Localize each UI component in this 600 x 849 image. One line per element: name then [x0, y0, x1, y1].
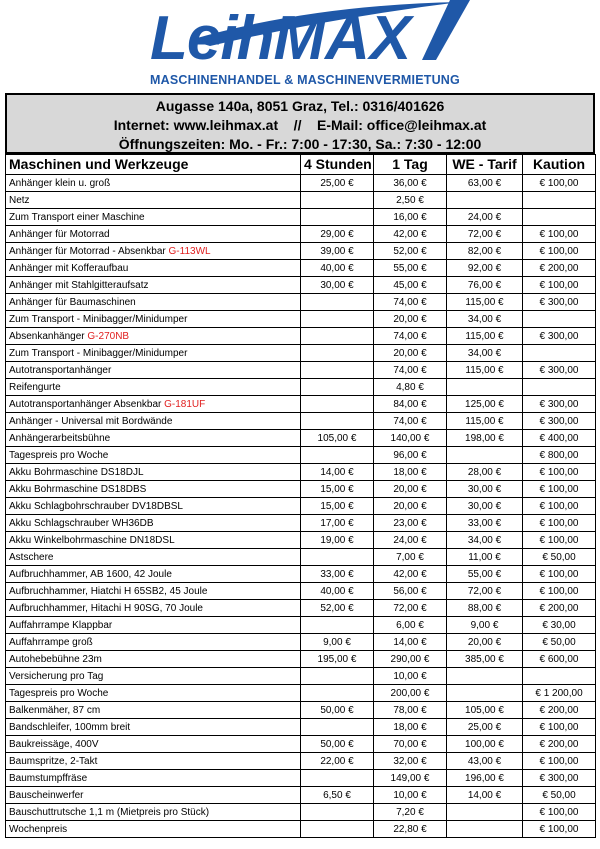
table-row — [6, 566, 596, 583]
price-1-day: 140,00 € — [374, 430, 447, 447]
table-row — [6, 226, 596, 243]
item-name — [6, 583, 301, 600]
price-4-hours — [301, 770, 374, 787]
plate-code: G-181UF — [164, 398, 206, 410]
price-4-hours — [301, 379, 374, 396]
price-weekend: 14,00 € — [447, 787, 523, 804]
table-row — [6, 379, 596, 396]
price-4-hours: 52,00 € — [301, 600, 374, 617]
item-name-text: Anhänger klein u. groß — [9, 177, 111, 189]
item-name — [6, 651, 301, 668]
deposit: € 200,00 — [523, 600, 596, 617]
price-4-hours: 50,00 € — [301, 736, 374, 753]
deposit: € 100,00 — [523, 532, 596, 549]
item-name-text: Anhänger - Universal mit Bordwände — [9, 415, 173, 427]
price-4-hours: 22,00 € — [301, 753, 374, 770]
price-table — [5, 154, 596, 838]
price-1-day: 7,20 € — [374, 804, 447, 821]
price-weekend: 43,00 € — [447, 753, 523, 770]
deposit: € 100,00 — [523, 464, 596, 481]
price-weekend: 72,00 € — [447, 226, 523, 243]
price-weekend: 20,00 € — [447, 634, 523, 651]
deposit: € 100,00 — [523, 804, 596, 821]
price-4-hours — [301, 328, 374, 345]
item-name-text: Zum Transport - Minibagger/Minidumper — [9, 313, 188, 325]
price-weekend: 28,00 € — [447, 464, 523, 481]
price-1-day: 16,00 € — [374, 209, 447, 226]
price-weekend: 30,00 € — [447, 498, 523, 515]
price-1-day: 84,00 € — [374, 396, 447, 413]
item-name — [6, 226, 301, 243]
item-name — [6, 532, 301, 549]
price-4-hours: 33,00 € — [301, 566, 374, 583]
price-4-hours — [301, 804, 374, 821]
deposit: € 800,00 — [523, 447, 596, 464]
item-name — [6, 549, 301, 566]
item-name — [6, 566, 301, 583]
table-row — [6, 294, 596, 311]
price-weekend — [447, 447, 523, 464]
price-4-hours: 29,00 € — [301, 226, 374, 243]
price-4-hours — [301, 821, 374, 838]
price-4-hours — [301, 719, 374, 736]
item-name — [6, 736, 301, 753]
price-4-hours — [301, 549, 374, 566]
item-name-text: Aufbruchhammer, Hitachi H 90SG, 70 Joule — [9, 602, 203, 614]
table-row — [6, 345, 596, 362]
deposit: € 100,00 — [523, 719, 596, 736]
table-row — [6, 821, 596, 838]
price-4-hours: 9,00 € — [301, 634, 374, 651]
item-name-text: Anhänger mit Stahlgitteraufsatz — [9, 279, 149, 291]
item-name — [6, 821, 301, 838]
deposit: € 100,00 — [523, 498, 596, 515]
item-name — [6, 600, 301, 617]
item-name — [6, 685, 301, 702]
price-1-day: 23,00 € — [374, 515, 447, 532]
price-4-hours: 15,00 € — [301, 481, 374, 498]
deposit: € 100,00 — [523, 243, 596, 260]
price-4-hours: 17,00 € — [301, 515, 374, 532]
price-1-day: 42,00 € — [374, 226, 447, 243]
plate-code: G-270NB — [87, 330, 130, 342]
table-row — [6, 600, 596, 617]
price-weekend — [447, 379, 523, 396]
item-name — [6, 770, 301, 787]
item-name — [6, 634, 301, 651]
price-1-day: 74,00 € — [374, 328, 447, 345]
price-1-day: 18,00 € — [374, 719, 447, 736]
deposit — [523, 311, 596, 328]
table-row — [6, 770, 596, 787]
deposit: € 300,00 — [523, 413, 596, 430]
price-weekend: 82,00 € — [447, 243, 523, 260]
item-name — [6, 243, 301, 260]
item-name-text: Zum Transport - Minibagger/Minidumper — [9, 347, 188, 359]
table-row — [6, 617, 596, 634]
price-4-hours: 15,00 € — [301, 498, 374, 515]
price-weekend — [447, 804, 523, 821]
item-name-text: Astschere — [9, 551, 54, 563]
table-row — [6, 685, 596, 702]
price-weekend: 63,00 € — [447, 175, 523, 192]
price-1-day: 56,00 € — [374, 583, 447, 600]
header-deposit: Kaution — [523, 155, 596, 175]
price-1-day: 149,00 € — [374, 770, 447, 787]
table-row — [6, 209, 596, 226]
deposit: € 50,00 — [523, 787, 596, 804]
header-1-day: 1 Tag — [374, 155, 447, 175]
item-name — [6, 430, 301, 447]
price-4-hours: 30,00 € — [301, 277, 374, 294]
table-row — [6, 464, 596, 481]
item-name-text: Akku Bohrmaschine DS18DBS — [9, 483, 147, 495]
table-row — [6, 311, 596, 328]
price-weekend: 34,00 € — [447, 532, 523, 549]
item-name — [6, 481, 301, 498]
price-4-hours — [301, 617, 374, 634]
item-name-text: Auffahrrampe Klappbar — [9, 619, 113, 631]
item-name-text: Zum Transport einer Maschine — [9, 211, 145, 223]
price-weekend: 115,00 € — [447, 413, 523, 430]
price-weekend: 92,00 € — [447, 260, 523, 277]
table-row — [6, 787, 596, 804]
price-4-hours — [301, 311, 374, 328]
price-4-hours — [301, 192, 374, 209]
price-1-day: 6,00 € — [374, 617, 447, 634]
price-4-hours: 105,00 € — [301, 430, 374, 447]
table-row — [6, 481, 596, 498]
table-row — [6, 634, 596, 651]
deposit: € 100,00 — [523, 753, 596, 770]
item-name-text: Aufbruchhammer, Hiatchi H 65SB2, 45 Joule — [9, 585, 208, 597]
deposit — [523, 209, 596, 226]
price-1-day: 290,00 € — [374, 651, 447, 668]
price-1-day: 20,00 € — [374, 498, 447, 515]
deposit: € 200,00 — [523, 736, 596, 753]
item-name — [6, 209, 301, 226]
price-4-hours — [301, 209, 374, 226]
deposit: € 100,00 — [523, 821, 596, 838]
price-1-day: 22,80 € — [374, 821, 447, 838]
price-4-hours — [301, 685, 374, 702]
item-name — [6, 362, 301, 379]
price-weekend: 55,00 € — [447, 566, 523, 583]
price-4-hours: 14,00 € — [301, 464, 374, 481]
price-4-hours: 39,00 € — [301, 243, 374, 260]
price-4-hours — [301, 447, 374, 464]
price-weekend — [447, 685, 523, 702]
opening-hours-line: Öffnungszeiten: Mo. - Fr.: 7:00 - 17:30, Sa.: 7:30 - 12:00 — [118, 136, 482, 152]
price-weekend: 115,00 € — [447, 294, 523, 311]
price-1-day: 10,00 € — [374, 787, 447, 804]
price-weekend: 24,00 € — [447, 209, 523, 226]
deposit: € 300,00 — [523, 362, 596, 379]
item-name-text: Akku Schlagbohrschrauber DV18DBSL — [9, 500, 183, 512]
deposit — [523, 345, 596, 362]
price-1-day: 96,00 € — [374, 447, 447, 464]
item-name — [6, 804, 301, 821]
logo-tagline: MASCHINENHANDEL & MASCHINENVERMIETUNG — [150, 73, 460, 87]
price-4-hours: 6,50 € — [301, 787, 374, 804]
table-row — [6, 243, 596, 260]
price-weekend: 196,00 € — [447, 770, 523, 787]
deposit: € 30,00 — [523, 617, 596, 634]
price-1-day: 2,50 € — [374, 192, 447, 209]
item-name-text: Bauscheinwerfer — [9, 789, 84, 801]
item-name — [6, 464, 301, 481]
price-4-hours: 195,00 € — [301, 651, 374, 668]
price-1-day: 32,00 € — [374, 753, 447, 770]
price-weekend: 125,00 € — [447, 396, 523, 413]
table-row — [6, 532, 596, 549]
price-1-day: 78,00 € — [374, 702, 447, 719]
price-weekend: 25,00 € — [447, 719, 523, 736]
item-name — [6, 175, 301, 192]
deposit: € 200,00 — [523, 260, 596, 277]
table-row — [6, 549, 596, 566]
item-name-text: Netz — [9, 194, 30, 206]
price-weekend: 9,00 € — [447, 617, 523, 634]
item-name — [6, 753, 301, 770]
deposit: € 300,00 — [523, 294, 596, 311]
price-1-day: 55,00 € — [374, 260, 447, 277]
price-4-hours — [301, 668, 374, 685]
price-weekend — [447, 192, 523, 209]
item-name-text: Auffahrrampe groß — [9, 636, 93, 648]
item-name-text: Akku Schlagschrauber WH36DB — [9, 517, 154, 529]
item-name-text: Bandschleifer, 100mm breit — [9, 721, 131, 733]
deposit: € 100,00 — [523, 175, 596, 192]
item-name-text: Anhängerarbeitsbühne — [9, 432, 111, 444]
price-4-hours — [301, 362, 374, 379]
table-row — [6, 192, 596, 209]
table-row — [6, 260, 596, 277]
item-name — [6, 192, 301, 209]
price-4-hours: 40,00 € — [301, 260, 374, 277]
price-1-day: 36,00 € — [374, 175, 447, 192]
deposit: € 1 200,00 — [523, 685, 596, 702]
item-name — [6, 787, 301, 804]
item-name — [6, 396, 301, 413]
price-1-day: 200,00 € — [374, 685, 447, 702]
item-name — [6, 413, 301, 430]
deposit: € 100,00 — [523, 566, 596, 583]
item-name-text: Anhänger für Motorrad - Absenkbar — [9, 245, 169, 257]
price-1-day: 20,00 € — [374, 345, 447, 362]
header-weekend-rate: WE - Tarif — [447, 155, 523, 175]
price-1-day: 20,00 € — [374, 311, 447, 328]
table-row — [6, 175, 596, 192]
item-name-text: Autohebebühne 23m — [9, 653, 102, 665]
logo-wordmark: LeihMAX — [150, 4, 412, 73]
table-row — [6, 719, 596, 736]
item-name — [6, 328, 301, 345]
header-4-hours: 4 Stunden — [301, 155, 374, 175]
deposit — [523, 192, 596, 209]
table-row — [6, 753, 596, 770]
price-weekend: 34,00 € — [447, 345, 523, 362]
price-weekend: 76,00 € — [447, 277, 523, 294]
price-weekend: 105,00 € — [447, 702, 523, 719]
table-row — [6, 651, 596, 668]
table-row — [6, 736, 596, 753]
company-logo — [0, 0, 600, 92]
price-1-day: 24,00 € — [374, 532, 447, 549]
deposit: € 100,00 — [523, 481, 596, 498]
deposit: € 300,00 — [523, 328, 596, 345]
price-weekend: 88,00 € — [447, 600, 523, 617]
table-row — [6, 498, 596, 515]
item-name — [6, 515, 301, 532]
item-name-text: Akku Bohrmaschine DS18DJL — [9, 466, 144, 478]
item-name-text: Anhänger mit Kofferaufbau — [9, 262, 129, 274]
deposit: € 100,00 — [523, 277, 596, 294]
price-1-day: 7,00 € — [374, 549, 447, 566]
deposit: € 100,00 — [523, 583, 596, 600]
deposit: € 50,00 — [523, 549, 596, 566]
deposit: € 200,00 — [523, 702, 596, 719]
table-row — [6, 583, 596, 600]
deposit: € 50,00 — [523, 634, 596, 651]
item-name-text: Autotransportanhänger — [9, 364, 112, 376]
header-machines: Maschinen und Werkzeuge — [6, 155, 301, 175]
item-name — [6, 311, 301, 328]
price-1-day: 74,00 € — [374, 362, 447, 379]
item-name — [6, 260, 301, 277]
table-header-row — [6, 155, 596, 175]
price-1-day: 70,00 € — [374, 736, 447, 753]
price-weekend — [447, 821, 523, 838]
item-name — [6, 345, 301, 362]
price-4-hours: 19,00 € — [301, 532, 374, 549]
price-4-hours — [301, 294, 374, 311]
price-weekend: 100,00 € — [447, 736, 523, 753]
price-weekend: 198,00 € — [447, 430, 523, 447]
price-weekend: 115,00 € — [447, 362, 523, 379]
plate-code: G-113WL — [168, 245, 211, 257]
item-name-text: Baukreissäge, 400V — [9, 738, 99, 750]
table-row — [6, 447, 596, 464]
price-1-day: 42,00 € — [374, 566, 447, 583]
price-1-day: 4,80 € — [374, 379, 447, 396]
price-weekend — [447, 668, 523, 685]
address-line: Augasse 140a, 8051 Graz, Tel.: 0316/401626 — [155, 98, 445, 114]
deposit: € 400,00 — [523, 430, 596, 447]
price-weekend: 385,00 € — [447, 651, 523, 668]
item-name-text: Anhänger für Motorrad — [9, 228, 110, 240]
table-row — [6, 277, 596, 294]
item-name — [6, 498, 301, 515]
table-row — [6, 328, 596, 345]
table-row — [6, 515, 596, 532]
price-4-hours: 50,00 € — [301, 702, 374, 719]
item-name-text: Autotransportanhänger Absenkbar — [9, 398, 165, 410]
item-name-text: Versicherung pro Tag — [9, 670, 104, 682]
table-row — [6, 430, 596, 447]
table-row — [6, 702, 596, 719]
item-name-text: Bauschuttrutsche 1,1 m (Mietpreis pro Stück) — [9, 806, 210, 818]
price-4-hours — [301, 396, 374, 413]
price-1-day: 45,00 € — [374, 277, 447, 294]
web-email-line: Internet: www.leihmax.at // E-Mail: office@leihmax.at — [113, 117, 487, 133]
table-row — [6, 804, 596, 821]
price-weekend: 30,00 € — [447, 481, 523, 498]
price-weekend: 11,00 € — [447, 549, 523, 566]
item-name-text: Akku Winkelbohrmaschine DN18DSL — [9, 534, 175, 546]
item-name-text: Tagespreis pro Woche — [9, 687, 109, 699]
deposit — [523, 668, 596, 685]
price-1-day: 20,00 € — [374, 481, 447, 498]
price-1-day: 72,00 € — [374, 600, 447, 617]
price-weekend: 34,00 € — [447, 311, 523, 328]
deposit: € 100,00 — [523, 226, 596, 243]
price-4-hours — [301, 413, 374, 430]
item-name-text: Baumstumpffräse — [9, 772, 88, 784]
price-1-day: 74,00 € — [374, 294, 447, 311]
price-4-hours — [301, 345, 374, 362]
item-name-text: Balkenmäher, 87 cm — [9, 704, 101, 716]
deposit — [523, 379, 596, 396]
item-name — [6, 719, 301, 736]
item-name — [6, 379, 301, 396]
price-1-day: 14,00 € — [374, 634, 447, 651]
item-name-text: Wochenpreis — [9, 823, 68, 835]
item-name-text: Aufbruchhammer, AB 1600, 42 Joule — [9, 568, 172, 580]
table-row — [6, 668, 596, 685]
deposit: € 100,00 — [523, 515, 596, 532]
deposit: € 300,00 — [523, 396, 596, 413]
item-name-text: Absenkanhänger — [9, 330, 88, 342]
item-name-text: Anhänger für Baumaschinen — [9, 296, 136, 308]
item-name — [6, 668, 301, 685]
price-4-hours: 25,00 € — [301, 175, 374, 192]
item-name-text: Reifengurte — [9, 381, 61, 393]
item-name-text: Tagespreis pro Woche — [9, 449, 109, 461]
price-1-day: 52,00 € — [374, 243, 447, 260]
item-name — [6, 294, 301, 311]
price-4-hours: 40,00 € — [301, 583, 374, 600]
deposit: € 600,00 — [523, 651, 596, 668]
price-weekend: 115,00 € — [447, 328, 523, 345]
price-weekend: 33,00 € — [447, 515, 523, 532]
deposit: € 300,00 — [523, 770, 596, 787]
price-1-day: 74,00 € — [374, 413, 447, 430]
price-weekend: 72,00 € — [447, 583, 523, 600]
item-name — [6, 617, 301, 634]
table-row — [6, 396, 596, 413]
price-1-day: 18,00 € — [374, 464, 447, 481]
contact-header — [5, 93, 595, 154]
item-name — [6, 702, 301, 719]
table-row — [6, 413, 596, 430]
price-1-day: 10,00 € — [374, 668, 447, 685]
table-row — [6, 362, 596, 379]
item-name-text: Baumspritze, 2-Takt — [9, 755, 98, 767]
item-name — [6, 277, 301, 294]
item-name — [6, 447, 301, 464]
